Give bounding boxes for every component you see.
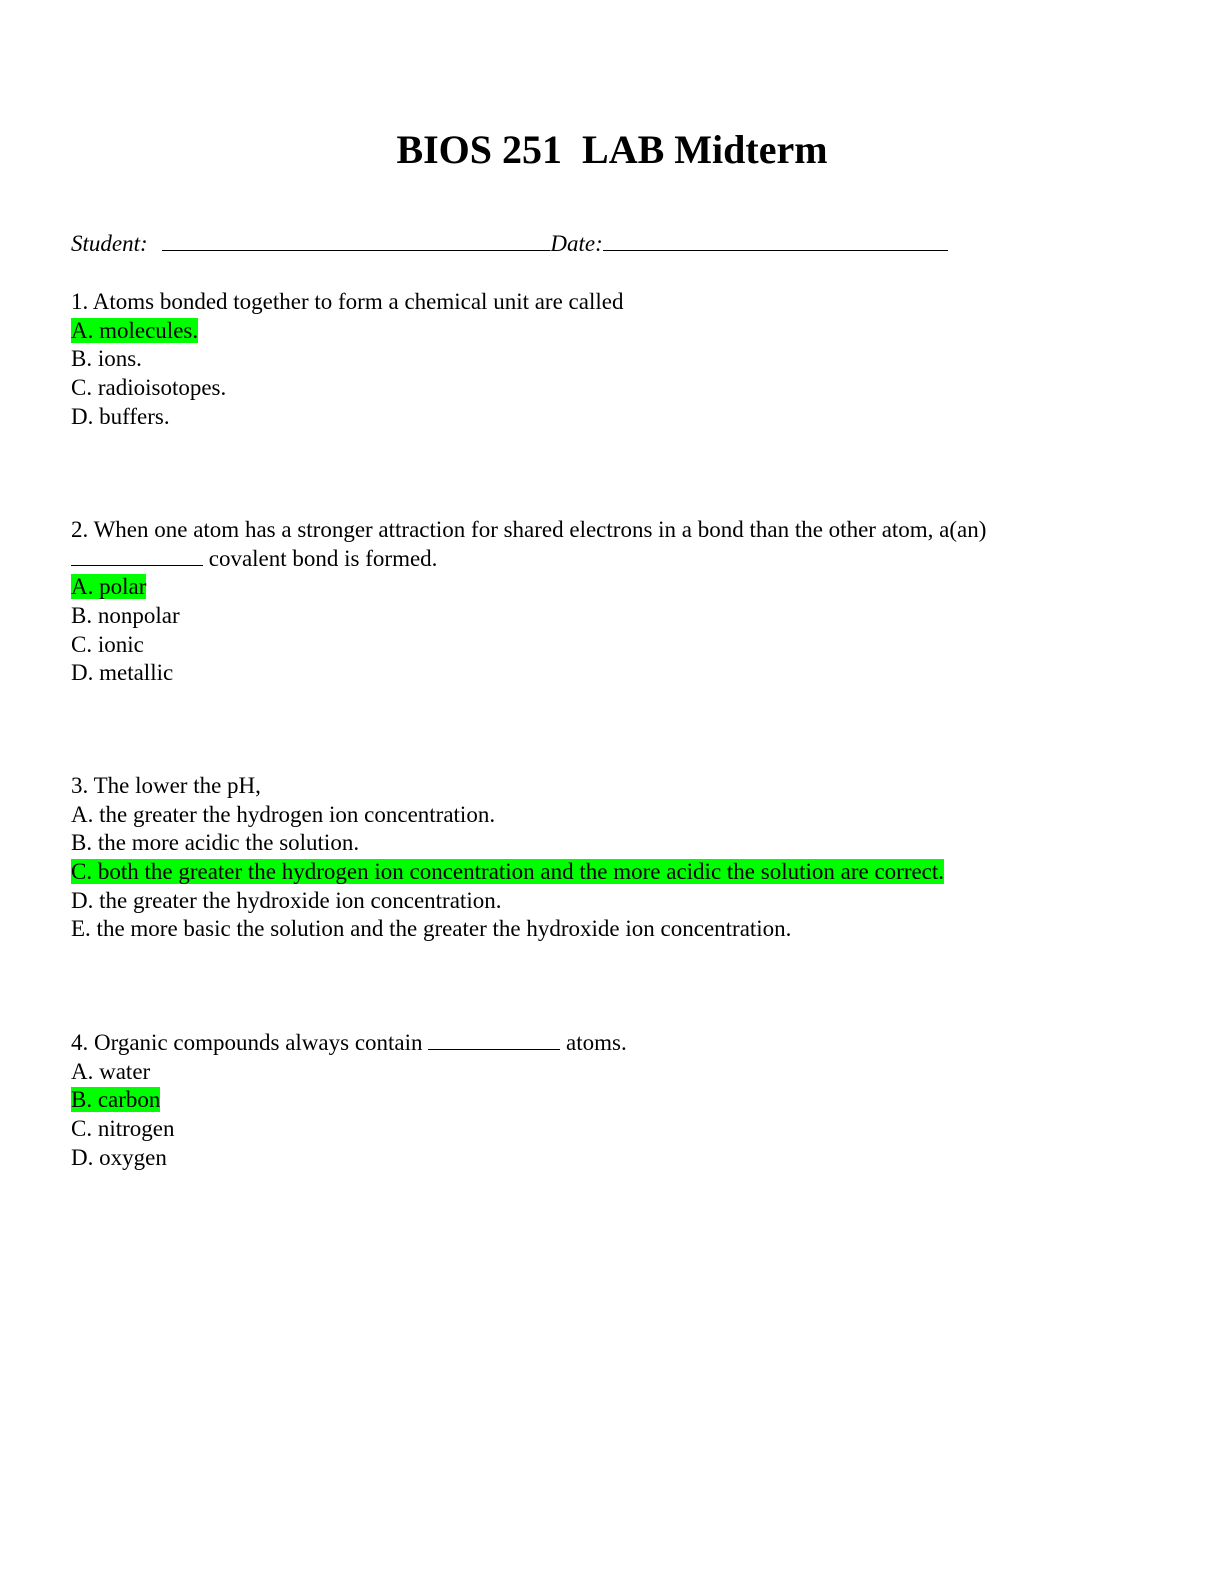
answer-blank <box>428 1029 560 1050</box>
student-label: Student: <box>71 231 148 256</box>
student-date-row <box>71 228 948 259</box>
question-stem-continued: covalent bond is formed. <box>71 545 986 574</box>
answer-option: B. nonpolar <box>71 603 180 629</box>
answer-option: A. the greater the hydrogen ion concentration. <box>71 801 496 827</box>
answer-option-highlighted: A. polar <box>71 574 147 600</box>
answer-blank <box>71 545 203 566</box>
page-title: BIOS 251 LAB Midterm <box>396 127 828 172</box>
student-name-blank <box>162 228 550 251</box>
answer-option: D. metallic <box>71 660 174 686</box>
answer-option-highlighted: C. both the greater the hydrogen ion concentration and the more acidic the solution are correct. <box>71 859 945 885</box>
question-1 <box>71 288 623 431</box>
answer-option: D. the greater the hydroxide ion concentration. <box>71 887 502 913</box>
date-blank <box>603 228 948 251</box>
answer-option-highlighted: A. molecules. <box>71 317 199 343</box>
question-stem: 2. When one atom has a stronger attraction for shared electrons in a bond than the other atom, a(an) <box>71 517 987 542</box>
answer-option: A. water <box>71 1058 151 1084</box>
answer-option: D. oxygen <box>71 1144 167 1170</box>
question-2 <box>71 516 986 688</box>
question-4 <box>71 1029 627 1172</box>
answer-option: D. buffers. <box>71 403 170 429</box>
answer-option: C. radioisotopes. <box>71 375 227 401</box>
question-3 <box>71 772 944 944</box>
answer-option: B. the more acidic the solution. <box>71 830 360 856</box>
answer-option: C. ionic <box>71 631 144 657</box>
answer-option: E. the more basic the solution and the greater the hydroxide ion concentration. <box>71 916 792 942</box>
answer-option: C. nitrogen <box>71 1116 175 1142</box>
question-stem: 4. Organic compounds always contain atoms. <box>71 1030 627 1055</box>
date-label: Date: <box>550 231 603 256</box>
answer-option: B. ions. <box>71 346 142 372</box>
answer-option-highlighted: B. carbon <box>71 1087 161 1113</box>
question-stem: 3. The lower the pH, <box>71 773 261 798</box>
question-stem: 1. Atoms bonded together to form a chemical unit are called <box>71 289 624 314</box>
